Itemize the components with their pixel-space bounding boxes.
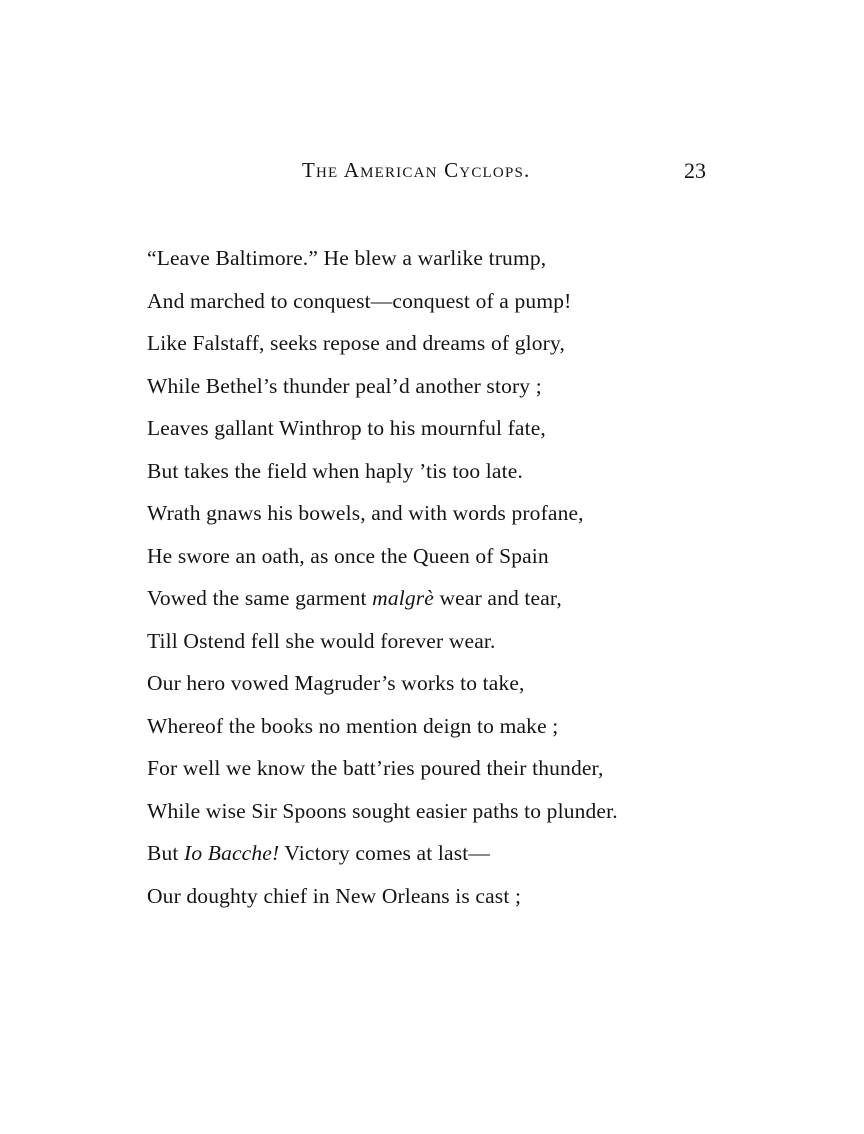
italic-phrase: Io Bacche! <box>184 841 280 865</box>
poem-line <box>147 580 747 623</box>
line-text: Vowed the same garment <box>147 586 373 610</box>
poem-line: Whereof the books no mention deign to make ; <box>147 713 559 738</box>
poem-line: For well we know the batt’ries poured their thunder, <box>147 756 604 780</box>
line-text: Victory comes at last— <box>279 841 491 865</box>
page-number: 23 <box>684 158 706 183</box>
poem-line: Our hero vowed Magruder’s works to take, <box>147 671 525 695</box>
poem-line: He swore an oath, as once the Queen of Spain <box>147 543 549 568</box>
poem-line: Wrath gnaws his bowels, and with words profane, <box>147 501 584 525</box>
running-title: The American Cyclops. <box>302 158 531 182</box>
poem-line: And marched to conquest—conquest of a pump! <box>147 288 572 313</box>
poem-line: “Leave Baltimore.” He blew a warlike trump, <box>147 246 547 270</box>
line-text: But <box>147 841 185 865</box>
page-header <box>0 158 864 190</box>
poem-line: While wise Sir Spoons sought easier paths to plunder. <box>147 798 618 823</box>
poem-line: Till Ostend fell she would forever wear. <box>147 628 496 653</box>
italic-phrase: malgrè <box>372 586 434 610</box>
line-text: wear and tear, <box>433 586 562 610</box>
poem-line: Our doughty chief in New Orleans is cast ; <box>147 883 522 908</box>
poem-line: Leaves gallant Winthrop to his mournful fate, <box>147 416 546 440</box>
poem-line: While Bethel’s thunder peal’d another story ; <box>147 373 542 398</box>
poem-line: But takes the field when haply ’tis too late. <box>147 458 523 483</box>
poem-line: Like Falstaff, seeks repose and dreams of glory, <box>147 331 565 355</box>
poem-body <box>147 240 747 920</box>
poem-line <box>147 835 747 878</box>
